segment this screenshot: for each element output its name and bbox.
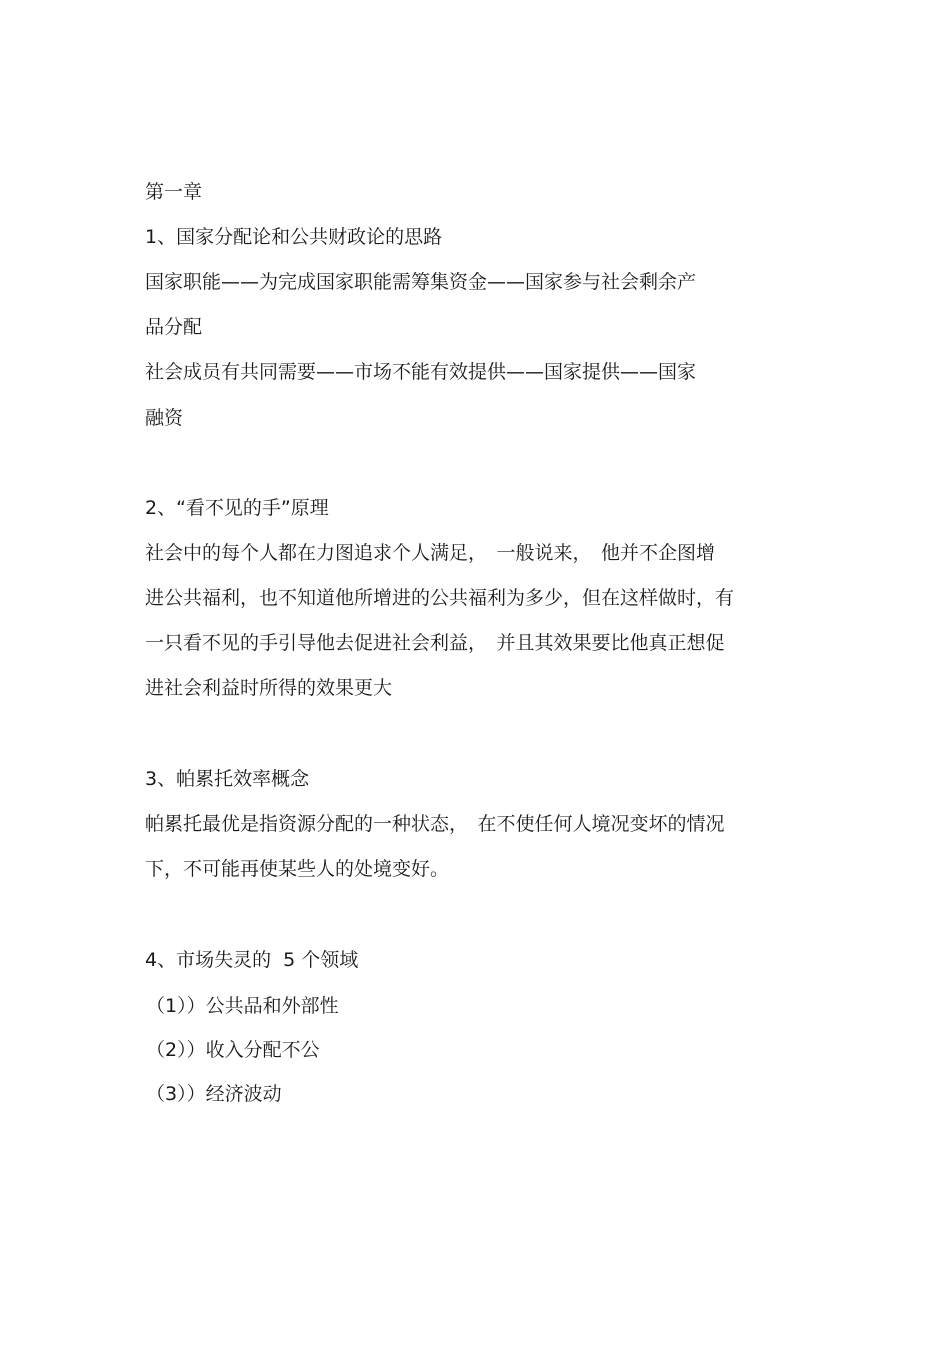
section-4-item-2: （2））收入分配不公: [146, 1039, 320, 1061]
section-2-line-1: 社会中的每个人都在力图追求个人满足， 一般说来， 他并不企图增: [145, 542, 716, 564]
section-3-line-1: 帕累托最优是指资源分配的一种状态， 在不使任何人境况变坏的情况: [145, 813, 725, 835]
section-4-item-3: （3））经济波动: [146, 1083, 282, 1105]
section-4-item-1: （1））公共品和外部性: [146, 995, 339, 1017]
chapter-title: 第一章: [145, 181, 203, 203]
section-2-line-2: 进公共福利，也不知道他所增进的公共福利为多少，但在这样做时，有: [145, 587, 735, 609]
section-2-line-4: 进社会利益时所得的效果更大: [145, 677, 393, 699]
section-3-heading: 3、帕累托效率概念: [145, 768, 310, 790]
section-1-line-1: 国家职能——为完成国家职能需筹集资金——国家参与社会剩余产: [145, 271, 697, 293]
section-2-line-3: 一只看不见的手引导他去促进社会利益， 并且其效果要比他真正想促: [145, 632, 725, 654]
section-1-line-2: 品分配: [145, 316, 203, 338]
section-4-heading: 4、市场失灵的 5 个领域: [145, 949, 359, 971]
section-2-heading: 2、“看不见的手”原理: [145, 497, 329, 519]
section-3-line-2: 下，不可能再使某些人的处境变好。: [145, 858, 450, 880]
section-1-heading: 1、国家分配论和公共财政论的思路: [145, 226, 443, 248]
section-1-line-3: 社会成员有共同需要——市场不能有效提供——国家提供——国家: [145, 361, 697, 383]
section-1-line-4: 融资: [145, 407, 184, 429]
